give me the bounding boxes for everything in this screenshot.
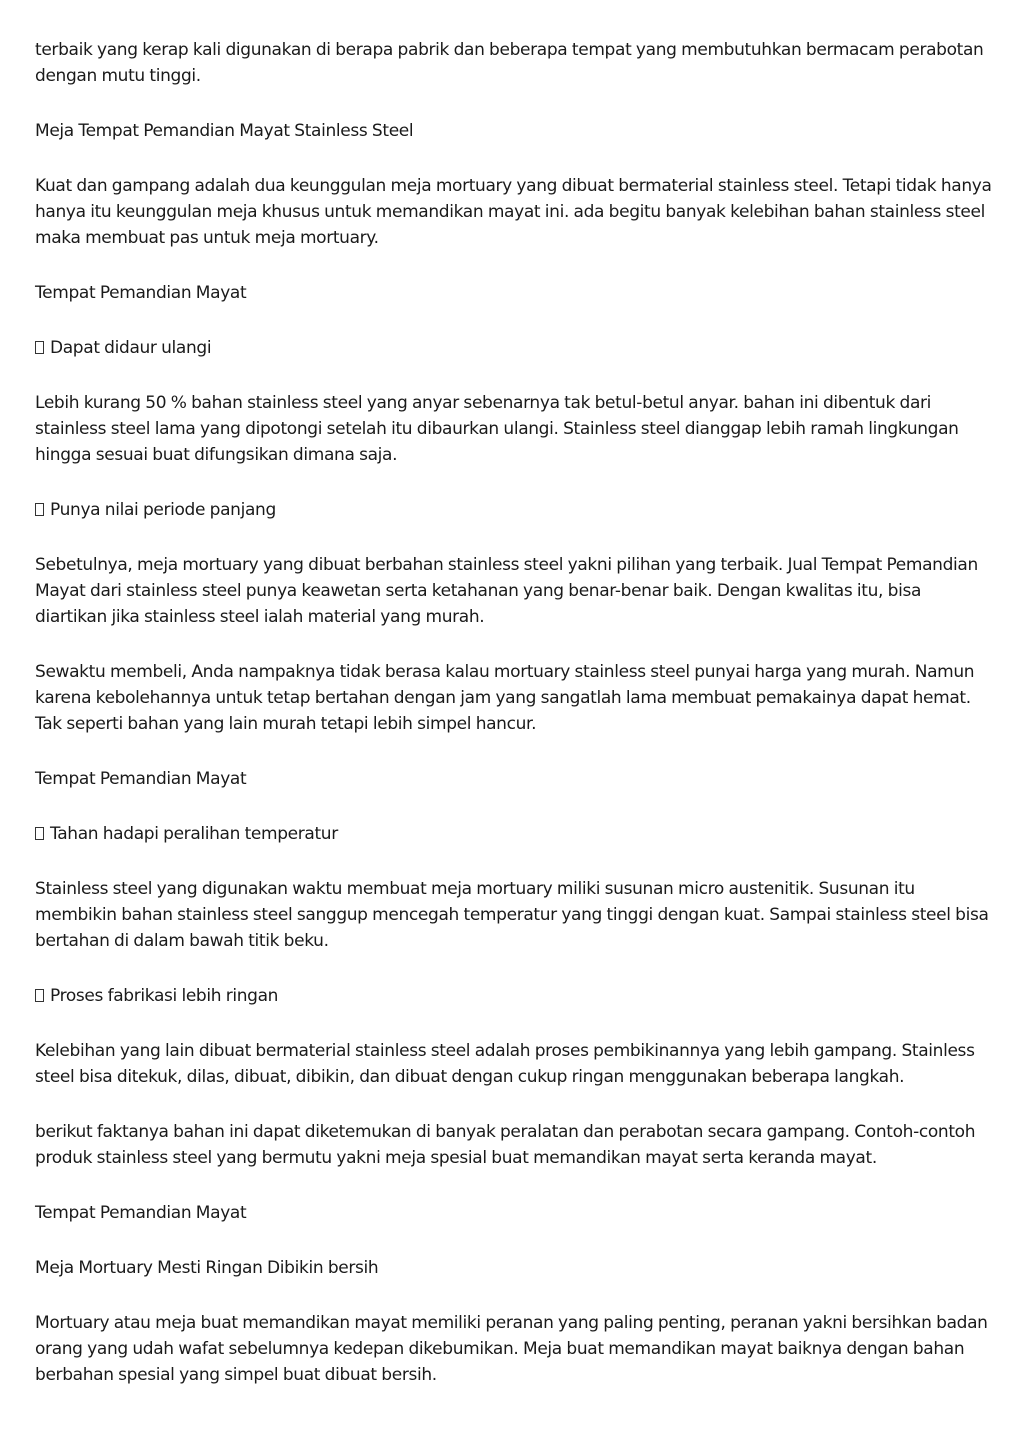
document-page xyxy=(35,37,995,1417)
paragraph: Tempat Pemandian Mayat xyxy=(35,1203,247,1223)
paragraph: Kelebihan yang lain dibuat bermaterial stainless steel adalah proses pembikinannya yang lebih gampang. Stainless steel bisa ditekuk, dilas, dibuat, dibikin, dan dibuat dengan cukup ringan menggunakan beberapa langkah. xyxy=(35,1041,975,1087)
bullet-text: Tahan hadapi peralihan temperatur xyxy=(50,824,338,844)
paragraph: Meja Tempat Pemandian Mayat Stainless Steel xyxy=(35,121,414,141)
bullet-item xyxy=(35,335,995,361)
paragraph: Sewaktu membeli, Anda nampaknya tidak berasa kalau mortuary stainless steel punyai harga yang murah. Namun karena kebolehannya untuk tetap bertahan dengan jam yang sangatlah lama membuat pemakainya dapat hemat. Tak seperti bahan yang lain murah tetapi lebih simpel hancur. xyxy=(35,662,975,734)
paragraph: Lebih kurang 50 % bahan stainless steel yang anyar sebenarnya tak betul-betul anyar. bahan ini dibentuk dari stainless steel lama yang dipotongi setelah itu dibaurkan ulangi. Stainless steel dianggap lebih ramah lingkungan hingga sesuai buat difungsikan dimana saja. xyxy=(35,393,959,465)
bullet-box-icon xyxy=(35,341,44,354)
bullet-item xyxy=(35,983,995,1009)
paragraph: Sebetulnya, meja mortuary yang dibuat berbahan stainless steel yakni pilihan yang terbaik. Jual Tempat Pemandian Mayat dari stainless steel punya keawetan serta ketahanan yang benar-benar baik. Dengan kwalitas itu, bisa diartikan jika stainless steel ialah material yang murah. xyxy=(35,555,978,627)
bullet-text: Punya nilai periode panjang xyxy=(50,500,276,520)
bullet-box-icon xyxy=(35,827,44,840)
bullet-box-icon xyxy=(35,503,44,516)
paragraph: Kuat dan gampang adalah dua keunggulan meja mortuary yang dibuat bermaterial stainless steel. Tetapi tidak hanya hanya itu keunggulan meja khusus untuk memandikan mayat ini. ada begitu banyak kelebihan bahan stainless steel maka membuat pas untuk meja mortuary. xyxy=(35,176,992,248)
paragraph: berikut faktanya bahan ini dapat diketemukan di banyak peralatan dan perabotan secara gampang. Contoh-contoh produk stainless steel yang bermutu yakni meja spesial buat memandikan mayat serta keranda mayat. xyxy=(35,1122,976,1168)
paragraph: Meja Mortuary Mesti Ringan Dibikin bersih xyxy=(35,1258,379,1278)
paragraph: Tempat Pemandian Mayat xyxy=(35,769,247,789)
bullet-text: Proses fabrikasi lebih ringan xyxy=(50,986,279,1006)
bullet-item xyxy=(35,821,995,847)
paragraph: Tempat Pemandian Mayat xyxy=(35,283,247,303)
bullet-box-icon xyxy=(35,989,44,1002)
bullet-item xyxy=(35,497,995,523)
paragraph: terbaik yang kerap kali digunakan di berapa pabrik dan beberapa tempat yang membutuhkan bermacam perabotan dengan mutu tinggi. xyxy=(35,40,984,86)
bullet-text: Dapat didaur ulangi xyxy=(50,338,212,358)
paragraph: Stainless steel yang digunakan waktu membuat meja mortuary miliki susunan micro austenitik. Susunan itu membikin bahan stainless steel sanggup mencegah temperatur yang tinggi dengan kuat. Sampai stainless steel bisa bertahan di dalam bawah titik beku. xyxy=(35,879,989,951)
paragraph: Mortuary atau meja buat memandikan mayat memiliki peranan yang paling penting, peranan yakni bersihkan badan orang yang udah wafat sebelumnya kedepan dikebumikan. Meja buat memandikan mayat baiknya dengan bahan berbahan spesial yang simpel buat dibuat bersih. xyxy=(35,1313,988,1385)
